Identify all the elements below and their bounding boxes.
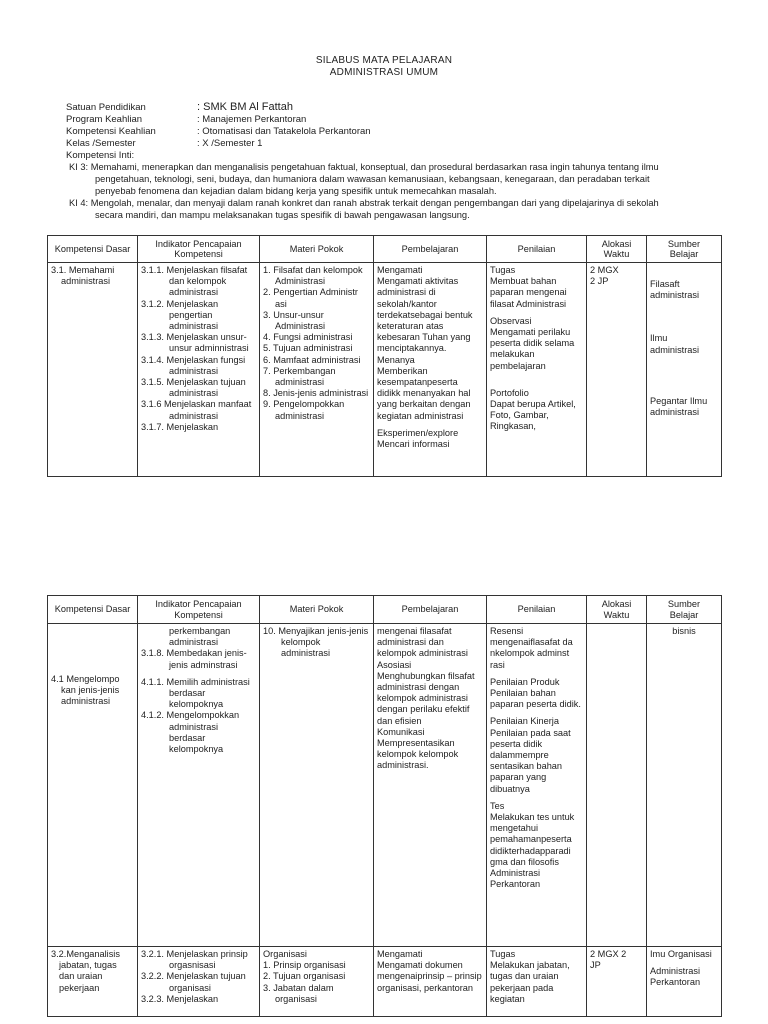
col-header-penilaian: Penilaian [487, 236, 587, 263]
syllabus-table-1 [47, 235, 722, 477]
cell-alokasi [587, 624, 647, 947]
table-row [48, 947, 722, 1017]
col-header-sumber: Sumber Belajar [647, 596, 722, 624]
col-header-materi: Materi Pokok [260, 596, 374, 624]
ki4-line-1: KI 4: Mengolah, menalar, dan menyaji dalam ranah konkret dan ranah abstrak terkait dengan pengembangan dari yang dipelajarinya di sekolah [69, 198, 659, 208]
ki4-line-2: secara mandiri, dan mampu melaksanakan tugas spesifik di bawah pengawasan langsung. [95, 210, 470, 220]
cell-indikator: perkembangan administrasi 3.1.8. Membedakan jenis-jenis adminstrasi 4.1.1. Memilih administrasi berdasar kelompoknya 4.1.2. Mengelompokkan administrasi berdasar kelompoknya [138, 624, 260, 947]
cell-penilaian: Tugas Membuat bahan paparan mengenai filasat Administrasi Observasi Mengamati perilaku peserta didik selama melakukan pembelajaran Portofolio Dapat berupa Artikel, Foto, Gambar, Ringkasan, [487, 263, 587, 477]
table-header-row [48, 236, 722, 263]
document-subtitle: ADMINISTRASI UMUM [329, 67, 439, 78]
cell-materi: 10. Menyajikan jenis-jenis kelompok administrasi [260, 624, 374, 947]
cell-sumber: Imu Organisasi Administrasi Perkantoran [647, 947, 722, 1017]
col-header-penilaian: Penilaian [487, 596, 587, 624]
cell-pembelajaran: Mengamati Mengamati aktivitas administrasi di sekolah/kantor terdekatsebagai bentuk keteraturan atas kebesaran Tuhan yang menciptakannya. Menanya Memberikan kesempatanpeserta didikk menanyakan hal yang berkaitan dengan kegiatan administrasi Eksperimen/explore Mencari informasi [374, 263, 487, 477]
col-header-indikator: Indikator Pencapaian Kompetensi [138, 236, 260, 263]
cell-sumber: bisnis [647, 624, 722, 947]
col-header-sumber: Sumber Belajar [647, 236, 722, 263]
document-title: SILABUS MATA PELAJARAN [315, 55, 453, 66]
info-label-ki: Kompetensi Inti: [66, 150, 135, 161]
cell-alokasi: 2 MGX 2 JP [587, 263, 647, 477]
ki3-line-2: pengetahuan, teknologi, seni, budaya, dan humaniora dalam wawasan kemanusiaan, kebangsaan, kenegaraan, dan peradaban terkait [95, 174, 650, 184]
cell-indikator: 3.2.1. Menjelaskan prinsip orgasnisasi 3.2.2. Menjelaskan tujuan organisasi 3.2.3. Menjelaskan [138, 947, 260, 1017]
cell-alokasi: 2 MGX 2 JP [587, 947, 647, 1017]
table-header-row [48, 596, 722, 624]
cell-materi: Organisasi 1. Prinsip organisasi 2. Tujuan organisasi 3. Jabatan dalam organisasi [260, 947, 374, 1017]
info-value-kompetensi: : Otomatisasi dan Tatakelola Perkantoran [197, 126, 371, 137]
cell-penilaian: Resensi mengenaiflasafat da nkelompok adminst rasi Penilaian Produk Penilaian bahan paparan peserta didik. Penilaian Kinerja Penilaian pada saat peserta didik dalammempre sentasikan bahan paparan yang dibuatnya Tes Melakukan tes untuk mengetahui pemahamanpeserta didikterhadapparadi gma dan filosofis Administrasi Perkantoran [487, 624, 587, 947]
ki3-line-1: KI 3: Memahami, menerapkan dan menganalisis pengetahuan faktual, konseptual, dan prosedural berdasarkan rasa ingin tahunya tentang ilmu [69, 162, 659, 172]
info-value-satuan: : SMK BM Al Fattah [197, 101, 293, 113]
ki3-line-3: penyebab fenomena dan kejadian dalam bidang kerja yang spesifik untuk memecahkan masalah. [95, 186, 497, 196]
cell-materi: 1. Filsafat dan kelompok Administrasi 2. Pengertian Administr asi 3. Unsur-unsur Administrasi 4. Fungsi administrasi 5. Tujuan administrasi 6. Mamfaat administrasi 7. Perkembangan administrasi 8. Jenis-jenis administrasi 9. Pengelompokkan administrasi [260, 263, 374, 477]
info-value-program: : Manajemen Perkantoran [197, 114, 307, 125]
table-row [48, 263, 722, 477]
col-header-pembelajaran: Pembelajaran [374, 236, 487, 263]
info-label-kelas: Kelas /Semester [66, 138, 136, 149]
info-label-kompetensi: Kompetensi Keahlian [66, 126, 156, 137]
info-value-kelas: : X /Semester 1 [197, 138, 263, 149]
col-header-kd: Kompetensi Dasar [48, 596, 138, 624]
cell-pembelajaran: Mengamati Mengamati dokumen mengenaiprinsip – prinsip organisasi, perkantoran [374, 947, 487, 1017]
col-header-alokasi: Alokasi Waktu [587, 236, 647, 263]
cell-penilaian: Tugas Melakukan jabatan, tugas dan uraian pekerjaan pada kegiatan [487, 947, 587, 1017]
info-label-program: Program Keahlian [66, 114, 143, 125]
info-label-satuan: Satuan Pendidikan [66, 102, 146, 113]
syllabus-table-2 [47, 595, 722, 1017]
cell-kd: 3.2.Menganalisis jabatan, tugas dan uraian pekerjaan [48, 947, 138, 1017]
col-header-indikator: Indikator Pencapaian Kompetensi [138, 596, 260, 624]
cell-kd: 4.1 Mengelompo kan jenis-jenis administrasi [48, 624, 138, 947]
cell-sumber: Filasaft administrasi Ilmu administrasi Pegantar Ilmu administrasi [647, 263, 722, 477]
cell-kd: 3.1. Memahami administrasi [48, 263, 138, 477]
col-header-alokasi: Alokasi Waktu [587, 596, 647, 624]
table-row [48, 624, 722, 947]
cell-pembelajaran: mengenai filasafat administrasi dan kelompok administrasi Asosiasi Menghubungkan filsafat administrasi dengan kelompok administrasi dengan perilaku efektif dan efisien Komunikasi Mempresentasikan kelompok kelompok administrasi. [374, 624, 487, 947]
col-header-kd: Kompetensi Dasar [48, 236, 138, 263]
col-header-pembelajaran: Pembelajaran [374, 596, 487, 624]
cell-indikator: 3.1.1. Menjelaskan filsafat dan kelompok administrasi 3.1.2. Menjelaskan pengertian administrasi 3.1.3. Menjelaskan unsur-unsur adminnistrasi 3.1.4. Menjelaskan fungsi administrasi 3.1.5. Menjelaskan tujuan administrasi 3.1.6 Menjelaskan manfaat administrasi 3.1.7. Menjelaskan [138, 263, 260, 477]
col-header-materi: Materi Pokok [260, 236, 374, 263]
